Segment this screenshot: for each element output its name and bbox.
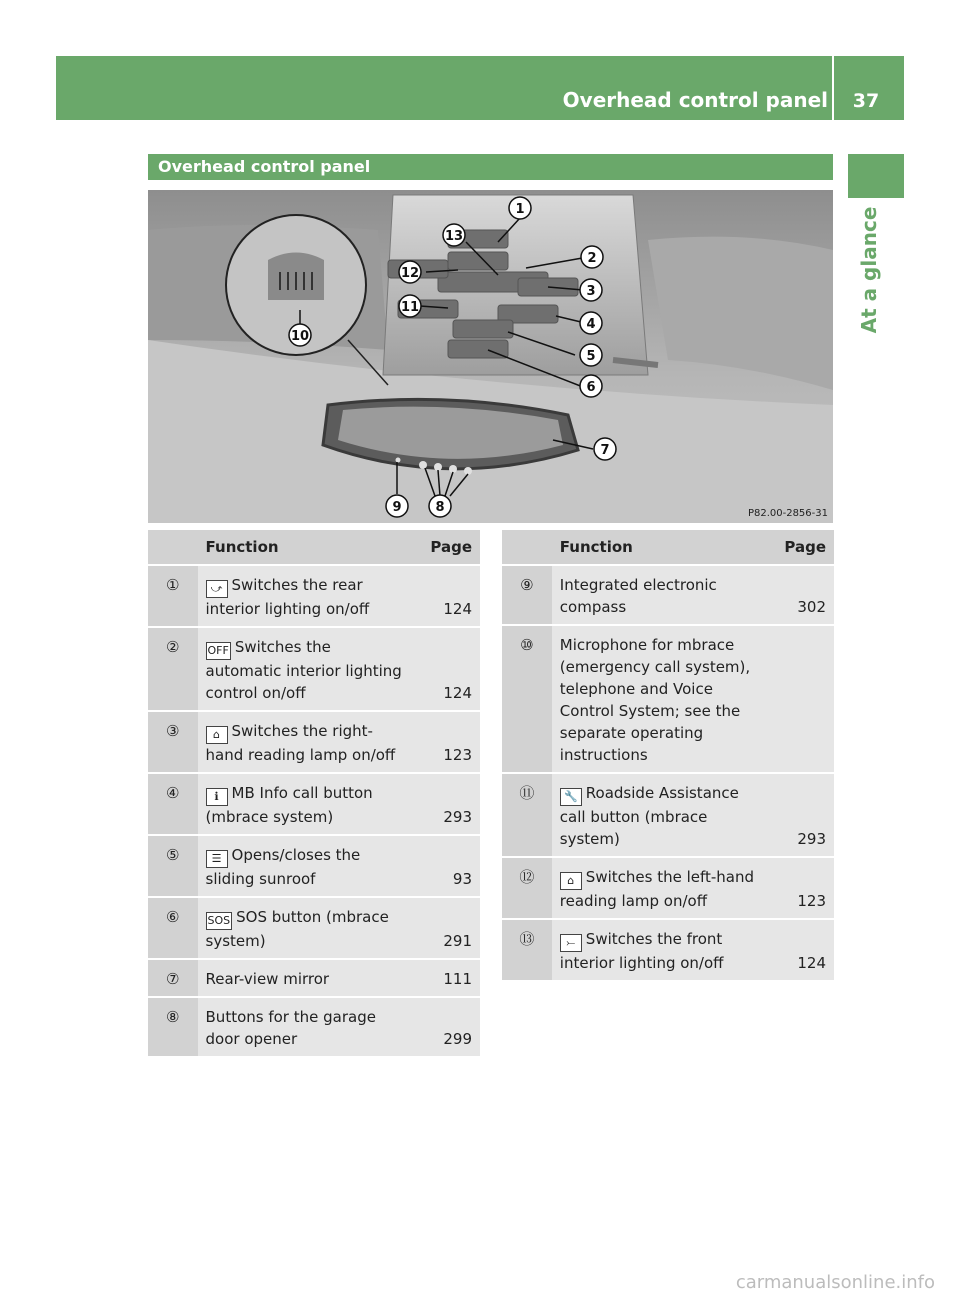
row-number: ③ — [148, 710, 198, 772]
header-page: Page — [413, 530, 480, 564]
row-page: 299 — [413, 996, 480, 1056]
table-row — [148, 834, 480, 896]
row-number: ⑪ — [502, 772, 552, 856]
callout-4 — [580, 312, 602, 334]
row-number: ⑧ — [148, 996, 198, 1056]
row-function — [198, 626, 414, 710]
row-number: ④ — [148, 772, 198, 834]
rear-interior-light-icon: ⤻ — [206, 580, 228, 598]
row-page: 124 — [413, 564, 480, 626]
header-divider — [832, 56, 834, 120]
row-page — [767, 624, 834, 772]
svg-text:3: 3 — [586, 284, 596, 299]
table-row — [148, 564, 480, 626]
table-row — [502, 856, 834, 918]
row-number: ⑤ — [148, 834, 198, 896]
row-function — [198, 564, 414, 626]
front-interior-light-icon: ⤚ — [560, 934, 582, 952]
chapter-tab — [848, 154, 904, 198]
table-row — [148, 710, 480, 772]
watermark: carmanualsonline.info — [735, 1272, 935, 1293]
row-number: ⑬ — [502, 918, 552, 980]
row-page: 293 — [413, 772, 480, 834]
header-page: Page — [767, 530, 834, 564]
callout-12 — [399, 261, 421, 283]
row-function-text: MB Info call button (mbrace system) — [205, 784, 373, 826]
callout-9 — [386, 495, 408, 517]
row-page: 302 — [767, 564, 834, 624]
row-function — [552, 856, 767, 918]
svg-text:12: 12 — [400, 266, 420, 281]
row-function-text: Opens/closes the sliding sunroof — [205, 846, 361, 888]
table-row — [148, 896, 480, 958]
row-page: 293 — [767, 772, 834, 856]
mb-info-call-icon: ℹ — [206, 788, 228, 806]
row-function-text: SOS button (mbrace system) — [205, 908, 389, 950]
table-header-row — [502, 530, 834, 564]
row-function-text: Switches the right-hand reading lamp on/off — [205, 722, 396, 764]
row-function-text: Buttons for the garage door opener — [205, 1008, 376, 1048]
callout-7 — [594, 438, 616, 460]
callout-2 — [581, 246, 603, 268]
callout-13 — [443, 224, 465, 246]
svg-text:6: 6 — [586, 380, 596, 395]
callout-10 — [289, 324, 311, 346]
table-row — [502, 564, 834, 624]
row-function — [552, 564, 767, 624]
row-function-text: Switches the left-hand reading lamp on/off — [559, 868, 755, 910]
table-header-row — [148, 530, 480, 564]
row-number: ⑥ — [148, 896, 198, 958]
table-row — [148, 958, 480, 996]
row-function-text: Roadside Assistance call button (mbrace system) — [559, 784, 739, 848]
reading-lamp-icon: ⌂ — [206, 726, 228, 744]
row-page: 93 — [413, 834, 480, 896]
sos-icon: SOS — [206, 912, 233, 930]
svg-text:4: 4 — [586, 317, 596, 332]
row-function — [198, 710, 414, 772]
table-row — [148, 626, 480, 710]
auto-interior-light-off-icon: OFF — [206, 642, 231, 660]
callout-8 — [429, 495, 451, 517]
row-page: 124 — [767, 918, 834, 980]
row-function — [198, 996, 414, 1056]
svg-text:13: 13 — [444, 229, 464, 244]
row-page: 123 — [413, 710, 480, 772]
row-page: 291 — [413, 896, 480, 958]
row-page: 124 — [413, 626, 480, 710]
row-number: ⑨ — [502, 564, 552, 624]
header-number — [502, 530, 552, 564]
page-number: 37 — [852, 90, 880, 112]
section-title: Overhead control panel — [148, 154, 833, 180]
callout-11 — [399, 295, 421, 317]
row-function — [198, 896, 414, 958]
table-row — [148, 772, 480, 834]
page-header-title: Overhead control panel — [562, 88, 828, 112]
svg-text:7: 7 — [600, 443, 610, 458]
row-function-text: Rear-view mirror — [205, 970, 330, 988]
row-function-text: Switches the rear interior lighting on/off — [205, 576, 370, 618]
row-number: ② — [148, 626, 198, 710]
svg-text:10: 10 — [290, 329, 310, 344]
row-function — [552, 772, 767, 856]
function-table-right — [502, 530, 834, 980]
svg-text:9: 9 — [392, 500, 402, 515]
row-function-text: Switches the front interior lighting on/off — [559, 930, 724, 972]
row-page: 123 — [767, 856, 834, 918]
table-row — [502, 624, 834, 772]
sunroof-icon: ☰ — [206, 850, 228, 868]
callout-1 — [509, 197, 531, 219]
row-function — [552, 624, 767, 772]
svg-text:2: 2 — [587, 251, 597, 266]
row-function — [198, 958, 414, 996]
row-function — [552, 918, 767, 980]
row-function-text: Microphone for mbrace (emergency call system), telephone and Voice Control System; see the separate operating instructions — [559, 636, 751, 764]
svg-text:5: 5 — [586, 349, 596, 364]
header-function: Function — [198, 530, 414, 564]
function-table-left — [148, 530, 480, 1056]
callout-3 — [580, 279, 602, 301]
header-function: Function — [552, 530, 767, 564]
row-function-text: Switches the automatic interior lighting control on/off — [205, 638, 402, 702]
callout-5 — [580, 344, 602, 366]
table-row — [148, 996, 480, 1056]
chapter-label: At a glance — [857, 206, 881, 334]
table-row — [502, 918, 834, 980]
figure-code: P82.00-2856-31 — [747, 508, 828, 519]
row-function — [198, 834, 414, 896]
row-number: ⑦ — [148, 958, 198, 996]
row-function-text: Integrated electronic compass — [559, 576, 717, 616]
row-function — [198, 772, 414, 834]
reading-lamp-icon: ⌂ — [560, 872, 582, 890]
overhead-panel-illustration — [148, 190, 833, 523]
row-number: ⑩ — [502, 624, 552, 772]
svg-text:1: 1 — [515, 202, 525, 217]
row-number: ① — [148, 564, 198, 626]
row-page: 111 — [413, 958, 480, 996]
header-bar — [56, 56, 904, 120]
svg-text:8: 8 — [435, 500, 445, 515]
callout-6 — [580, 375, 602, 397]
header-number — [148, 530, 198, 564]
svg-text:11: 11 — [400, 300, 420, 315]
table-row — [502, 772, 834, 856]
row-number: ⑫ — [502, 856, 552, 918]
roadside-assistance-icon: 🔧 — [560, 788, 582, 806]
